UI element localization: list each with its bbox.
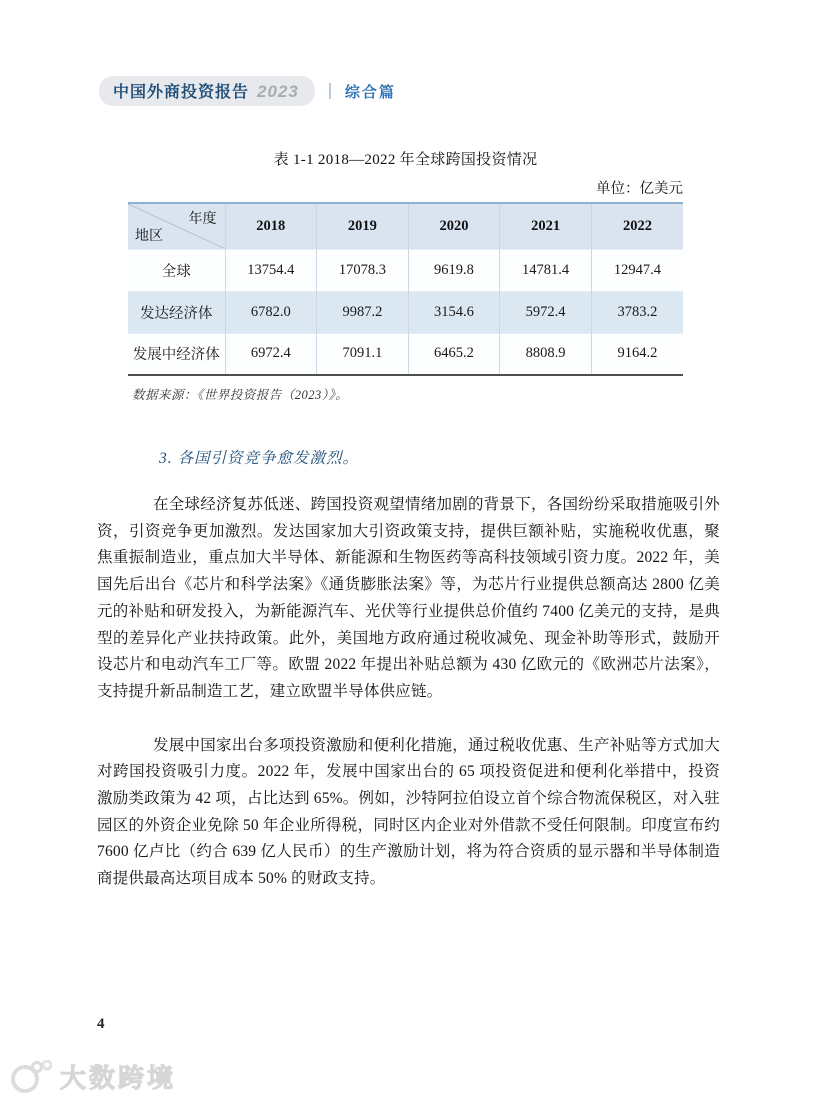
watermark-logo-icon: [8, 1060, 52, 1094]
section-heading: 3. 各国引资竞争愈发激烈。: [159, 450, 360, 467]
row-label: 发达经济体: [128, 291, 225, 333]
table-block: [128, 148, 683, 403]
section-label: 综合篇: [344, 83, 396, 101]
row-label: 全球: [128, 249, 225, 291]
header-divider: [329, 83, 331, 99]
table-unit-label: 单位：亿美元: [596, 181, 683, 197]
table-corner-cell: [128, 203, 225, 249]
row-value: 8808.9: [500, 333, 592, 375]
row-value: 7091.1: [317, 333, 409, 375]
row-value: 17078.3: [317, 249, 409, 291]
row-value: 9619.8: [408, 249, 500, 291]
table-row: [128, 333, 683, 375]
row-value: 6782.0: [225, 291, 317, 333]
table-header-row: [128, 203, 683, 249]
row-value: 12947.4: [591, 249, 683, 291]
year-column-header: 2019: [317, 203, 409, 249]
investment-table: [128, 202, 683, 376]
document-content: [97, 446, 720, 920]
row-value: 3154.6: [408, 291, 500, 333]
row-value: 13754.4: [225, 249, 317, 291]
corner-year-label: 年度: [188, 212, 217, 227]
year-column-header: 2021: [500, 203, 592, 249]
row-value: 5972.4: [500, 291, 592, 333]
row-value: 14781.4: [500, 249, 592, 291]
watermark: [8, 1058, 176, 1095]
table-source-note: 数据来源：《世界投资报告（2023）》。: [132, 388, 349, 402]
year-column-header: 2018: [225, 203, 317, 249]
table-row: [128, 291, 683, 333]
table-row: [128, 249, 683, 291]
year-column-header: 2020: [408, 203, 500, 249]
row-value: 9987.2: [317, 291, 409, 333]
paragraph: 发展中国家出台多项投资激励和便利化措施，通过税收优惠、生产补贴等方式加大对跨国投资吸引力度。2022 年，发展中国家出台的 65 项投资促进和便利化举措中，投资激励类政策为 42 项，占比达到 65%。例如，沙特阿拉伯设立首个综合物流保税区，对入驻园区的外资企业免除 50 年企业所得税，同时区内企业对外借款不受任何限制。印度宣布约 7600 亿卢比（约合 639 亿人民币）的生产激励计划，将为符合资质的显示器和半导体制造商提供最高达项目成本 50% 的财政支持。: [97, 736, 720, 888]
row-value: 6972.4: [225, 333, 317, 375]
row-value: 6465.2: [408, 333, 500, 375]
report-title: 中国外商投资报告: [113, 84, 250, 101]
corner-region-label: 地区: [135, 228, 163, 244]
row-value: 3783.2: [591, 291, 683, 333]
paragraph: 在全球经济复苏低迷、跨国投资观望情绪加剧的背景下，各国纷纷采取措施吸引外资，引资竞争更加激烈。发达国家加大引资政策支持，提供巨额补贴，实施税收优惠，聚焦重振制造业，重点加大半导体、新能源和生物医药等高科技领域引资力度。2022 年，美国先后出台《芯片和科学法案》《通货膨胀法案》等，为芯片行业提供总额高达 2800 亿美元的补贴和研发投入，为新能源汽车、光伏等行业提供总价值约 7400 亿美元的支持，是典型的差异化产业扶持政策。此外，美国地方政府通过税收减免、现金补助等形式，鼓励开设芯片和电动汽车工厂等。欧盟 2022 年提出补贴总额为 430 亿欧元的《欧洲芯片法案》，支持提升新品制造工艺，建立欧盟半导体供应链。: [97, 496, 720, 700]
table-body: [128, 249, 683, 375]
table-title: 表 1-1 2018—2022 年全球跨国投资情况: [273, 152, 538, 168]
watermark-text: 大数跨境: [60, 1063, 177, 1093]
row-value: 9164.2: [591, 333, 683, 375]
row-label: 发展中经济体: [128, 333, 225, 375]
report-year: 2023: [257, 82, 299, 101]
report-title-badge: [99, 76, 315, 106]
year-column-header: 2022: [591, 203, 683, 249]
page-header: [99, 76, 396, 106]
page-number: 4: [97, 1016, 105, 1032]
